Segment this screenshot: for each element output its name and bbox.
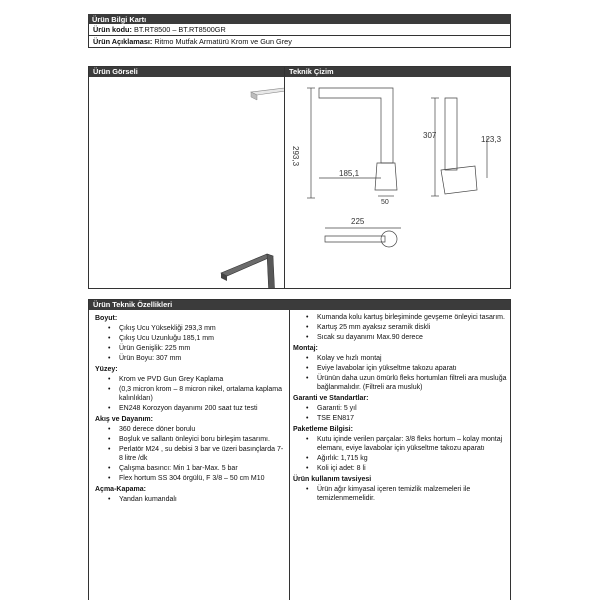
list-item: • Ürün ağır kimyasal içeren temizlik malzemeleri ile temizlenmemelidir. bbox=[293, 485, 507, 503]
specs-title: Ürün Teknik Özellikleri bbox=[89, 300, 510, 310]
faucet-chrome-image bbox=[89, 78, 284, 288]
product-info-sheet bbox=[88, 14, 511, 48]
yuzey-heading: Yüzey: bbox=[95, 366, 118, 373]
paket-heading: Paketleme Bilgisi: bbox=[293, 426, 353, 433]
product-code-label: Ürün kodu: bbox=[93, 25, 132, 34]
product-code-value: BT.RT8500 – BT.RT8500GR bbox=[133, 25, 226, 34]
list-item: • Kolay ve hızlı montaj bbox=[293, 354, 507, 363]
product-desc-label: Ürün Açıklaması: bbox=[93, 37, 153, 46]
list-item: • EN248 Korozyon dayanımı 200 saat tuz testi bbox=[95, 404, 285, 413]
dim-height: 293,3 bbox=[291, 146, 300, 167]
product-desc-row bbox=[88, 36, 511, 48]
technical-drawing bbox=[285, 78, 510, 288]
acma-list bbox=[95, 495, 285, 504]
list-item: • Krom ve PVD Gun Grey Kaplama bbox=[95, 375, 285, 384]
garanti-list bbox=[293, 404, 507, 423]
montaj-heading: Montaj: bbox=[293, 345, 318, 352]
list-item: • Kumanda kolu kartuş birleşiminde gevşeme önleyici tasarım. bbox=[293, 313, 507, 322]
list-item: • Yandan kumandalı bbox=[95, 495, 285, 504]
akis-list bbox=[95, 425, 285, 483]
product-desc-value: Ritmo Mutfak Armatürü Krom ve Gun Grey bbox=[154, 37, 292, 46]
list-item: • Flex hortum SS 304 örgülü, F 3/8 – 50 cm M10 bbox=[95, 474, 285, 483]
technical-drawing-panel bbox=[284, 66, 511, 289]
specs-panel bbox=[88, 299, 511, 600]
list-item: • Ağırlık: 1,715 kg bbox=[293, 454, 507, 463]
card-title: Ürün Bilgi Kartı bbox=[88, 14, 511, 24]
boyut-list bbox=[95, 324, 285, 363]
akis-heading: Akış ve Dayanım: bbox=[95, 416, 153, 423]
list-item: • Perlatör M24 , su debisi 3 bar ve üzeri basınçlarda 7-8 litre /dk bbox=[95, 445, 285, 463]
list-item: • Koli içi adet: 8 li bbox=[293, 464, 507, 473]
dim-base: 50 bbox=[381, 199, 389, 206]
list-item: • Ürünün daha uzun ömürlü fleks hortumları filtreli ara musluğa bağlanmalıdır. (Filtreli ara musluk) bbox=[293, 374, 507, 392]
paket-list bbox=[293, 435, 507, 473]
list-item: • 360 derece döner borulu bbox=[95, 425, 285, 434]
dim-total: 307 bbox=[423, 131, 437, 140]
yuzey-list bbox=[95, 375, 285, 413]
list-item: • Ürün Boyu: 307 mm bbox=[95, 354, 285, 363]
product-image-panel bbox=[88, 66, 285, 289]
technical-drawing-title: Teknik Çizim bbox=[285, 67, 510, 77]
dim-width: 225 bbox=[351, 217, 365, 226]
montaj-list bbox=[293, 354, 507, 392]
top-list bbox=[293, 313, 507, 342]
acma-heading: Açma-Kapama: bbox=[95, 486, 146, 493]
list-item: • Boşluk ve sallantı önleyici boru birleşim tasarımı. bbox=[95, 435, 285, 444]
specs-left-col bbox=[95, 312, 285, 505]
dim-reach: 185,1 bbox=[339, 169, 360, 178]
list-item: • Eviye lavabolar için yükseltme takozu aparatı bbox=[293, 364, 507, 373]
list-item: • Kutu içinde verilen parçalar: 3/8 fleks hortum – kolay montaj elemanı, eviye lavabolar için yükseltme takozu aparatı bbox=[293, 435, 507, 453]
list-item: • Kartuş 25 mm ayaksız seramik diskli bbox=[293, 323, 507, 332]
specs-divider bbox=[289, 310, 290, 600]
product-code-row bbox=[88, 24, 511, 36]
list-item: • Çıkış Ucu Uzunluğu 185,1 mm bbox=[95, 334, 285, 343]
kullanim-list bbox=[293, 485, 507, 503]
list-item: • (0,3 micron krom – 8 micron nikel, ortalama kaplama kalınlıkları) bbox=[95, 385, 285, 403]
list-item: • Çıkış Ucu Yüksekliği 293,3 mm bbox=[95, 324, 285, 333]
specs-right-col bbox=[293, 312, 507, 504]
list-item: • Sıcak su dayanımı Max.90 derece bbox=[293, 333, 507, 342]
product-image-title: Ürün Görseli bbox=[89, 67, 284, 77]
dim-side: 123,3 bbox=[481, 135, 502, 144]
list-item: • Çalışma basıncı: Min 1 bar-Max. 5 bar bbox=[95, 464, 285, 473]
list-item: • TSE EN817 bbox=[293, 414, 507, 423]
kullanim-heading: Ürün kullanım tavsiyesi bbox=[293, 476, 372, 483]
garanti-heading: Garanti ve Standartlar: bbox=[293, 395, 369, 402]
list-item: • Garanti: 5 yıl bbox=[293, 404, 507, 413]
boyut-heading: Boyut: bbox=[95, 315, 118, 322]
list-item: • Ürün Genişlik: 225 mm bbox=[95, 344, 285, 353]
